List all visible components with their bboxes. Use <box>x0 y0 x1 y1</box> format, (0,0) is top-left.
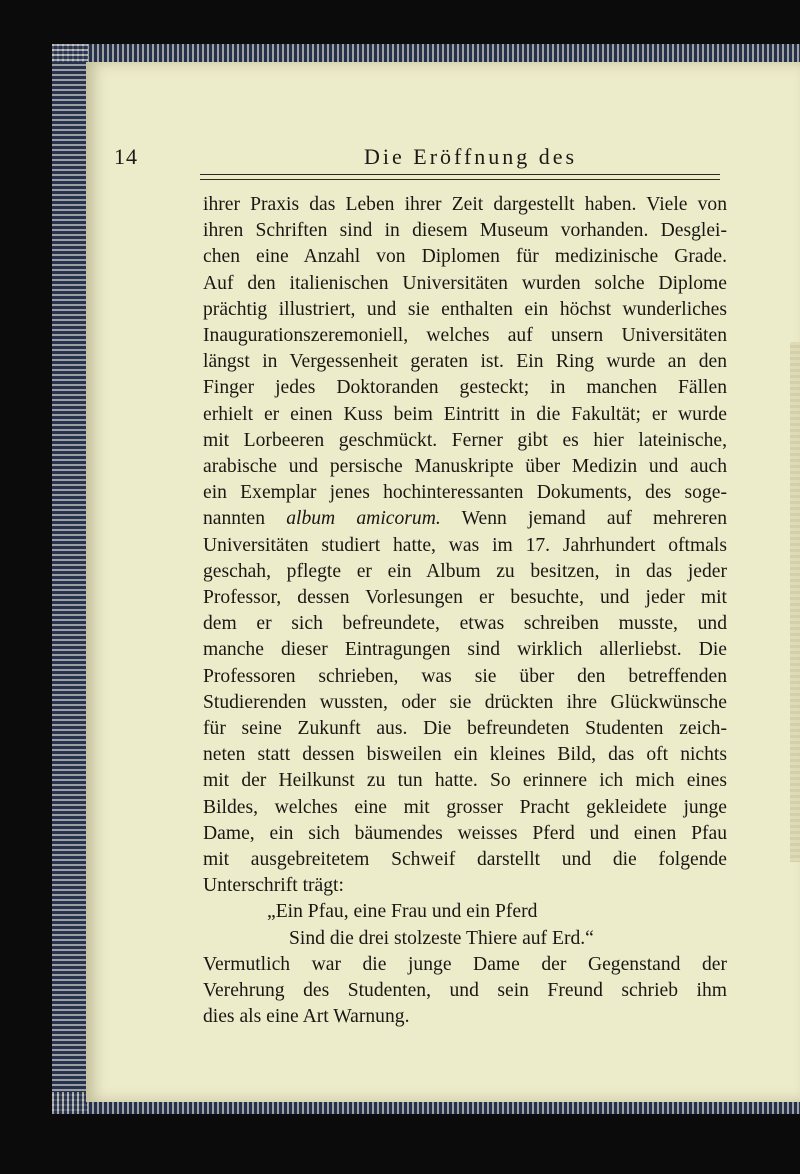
text-line: Professor, dessen Vorlesungen er besuchte, und jeder mit <box>203 587 727 609</box>
text-line: manche dieser Eintragungen sind wirklich allerliebst. Die <box>203 639 727 661</box>
text-line: dies als eine Art Warnung. <box>203 1006 410 1028</box>
text-line: ihrer Praxis das Leben ihrer Zeit dargestellt haben. Viele von <box>203 194 727 215</box>
text-line: ein Exemplar jenes hochinteressanten Dokuments, des soge- <box>203 482 727 504</box>
text-line: mit ausgebreitetem Schweif darstellt und die folgende <box>203 849 727 871</box>
binding-spine-edge <box>52 44 88 1114</box>
text-fragment: Wenn jemand auf mehreren <box>440 508 727 530</box>
text-fragment: nannten <box>203 508 287 530</box>
text-line: chen eine Anzahl von Diplomen für medizinische Grade. <box>203 246 727 268</box>
text-line: Inaugurationszeremoniell, welches auf unsern Universitäten <box>203 325 727 347</box>
text-line: Bildes, welches eine mit grosser Pracht gekleidete junge <box>203 796 727 818</box>
running-head: Die Eröffnung des <box>364 144 578 169</box>
page-number: 14 <box>114 144 138 169</box>
text-line: Vermutlich war die junge Dame der Gegenstand der <box>203 953 727 975</box>
text-line-with-italic <box>203 506 727 532</box>
header-rule <box>200 174 720 180</box>
text-line: Universitäten studiert hatte, was im 17. Jahrhundert oftmals <box>203 534 727 556</box>
text-line: Studierenden wussten, oder sie drückten ihre Glückwünsche <box>203 691 727 713</box>
text-line: längst in Vergessenheit geraten ist. Ein Ring wurde an den <box>203 351 727 373</box>
text-line: Auf den italienischen Universitäten wurden solche Diplome <box>203 272 727 294</box>
text-line: Dame, ein sich bäumendes weisses Pferd und einen Pfau <box>203 822 727 844</box>
text-line: Unterschrift trägt: <box>203 875 344 897</box>
text-line: Verehrung des Studenten, und sein Freund schrieb ihm <box>203 980 727 1002</box>
text-line: Finger jedes Doktoranden gesteckt; in manchen Fällen <box>203 377 727 399</box>
text-line: prächtig illustriert, und sie enthalten ein höchst wunderliches <box>203 298 727 320</box>
text-line: für seine Zukunft aus. Die befreundeten Studenten zeich- <box>203 718 727 740</box>
text-line: mit Lorbeeren geschmückt. Ferner gibt es hier lateinische, <box>203 429 727 451</box>
body-text <box>203 192 727 1031</box>
verse-line: Sind die drei stolzeste Thiere auf Erd.“ <box>289 927 594 949</box>
text-line: erhielt er einen Kuss beim Eintritt in die Fakultät; er wurde <box>203 403 727 425</box>
binding-top-edge <box>52 44 800 62</box>
page-header <box>114 144 714 172</box>
text-line: ihren Schriften sind in diesem Museum vorhanden. Desglei- <box>203 220 727 242</box>
text-line: mit der Heilkunst zu tun hatte. So erinnere ich mich eines <box>203 770 727 792</box>
text-line: arabische und persische Manuskripte über Medizin und auch <box>203 456 727 478</box>
page-fore-edge <box>790 342 800 862</box>
text-line: Professoren schrieben, was sie über den betreffenden <box>203 665 727 687</box>
verse-line: „Ein Pfau, eine Frau und ein Pferd <box>267 901 538 923</box>
text-line: dem er sich befreundete, etwas schreiben musste, und <box>203 613 727 635</box>
italic-term: album amicorum. <box>286 508 441 530</box>
text-line: neten statt dessen bisweilen ein kleines Bild, das oft nichts <box>203 744 727 766</box>
text-line: geschah, pflegte er ein Album zu besitzen, in das jeder <box>203 560 727 582</box>
